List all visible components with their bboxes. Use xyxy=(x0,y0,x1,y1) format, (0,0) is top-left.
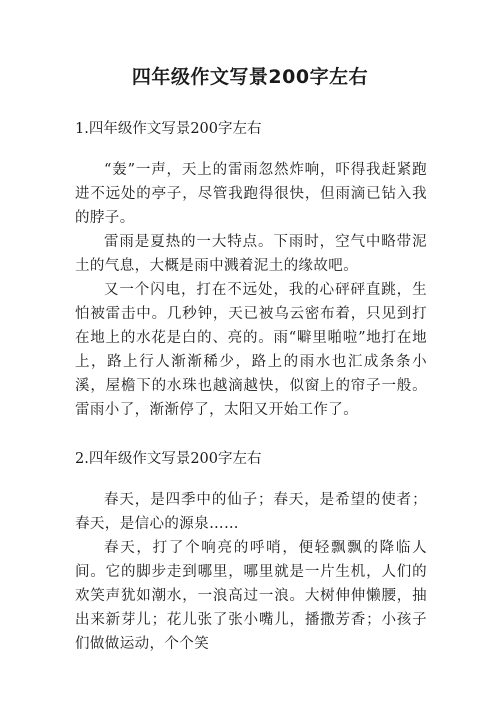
paragraph: 雷雨是夏热的一大特点。下雨时，空气中略带泥土的气息，大概是雨中溅着泥土的缘故吧。 xyxy=(75,234,427,274)
section-2-heading: 2.四年级作文写景200字左右 xyxy=(75,451,262,467)
section-1-body xyxy=(75,158,427,422)
document-title: 四年级作文写景200字左右 xyxy=(131,66,369,88)
paragraph: 又一个闪电，打在不远处，我的心砰砰直跳，生怕被雷击中。几秒钟，天已被乌云密布着，只见到打在地上的水花是白的、亮的。雨“噼里啪啦”地打在地上，路上行人渐渐稀少，路上的雨水也汇成条条小溪，屋檐下的水珠也越滴越快，似窗上的帘子一般。雷雨小了，渐渐停了，太阳又开始工作了。 xyxy=(75,282,427,418)
paragraph: 春天，是四季中的仙子；春天，是希望的使者；春天，是信心的源泉…… xyxy=(75,492,427,532)
paragraph: “轰”一声，天上的雷雨忽然炸响，吓得我赶紧跑进不远处的亭子，尽管我跑得很快，但雨滴已钻入我的脖子。 xyxy=(75,162,427,226)
section-2-body xyxy=(75,488,427,656)
paragraph: 春天，打了个响亮的呼哨，便轻飘飘的降临人间。它的脚步走到哪里，哪里就是一片生机，人们的欢笑声犹如潮水，一浪高过一浪。大树伸伸懒腰，抽出来新芽儿；花儿张了张小嘴儿，播撒芳香；小孩子们做做运动，个个笑 xyxy=(75,540,427,652)
section-1-heading: 1.四年级作文写景200字左右 xyxy=(75,121,262,137)
